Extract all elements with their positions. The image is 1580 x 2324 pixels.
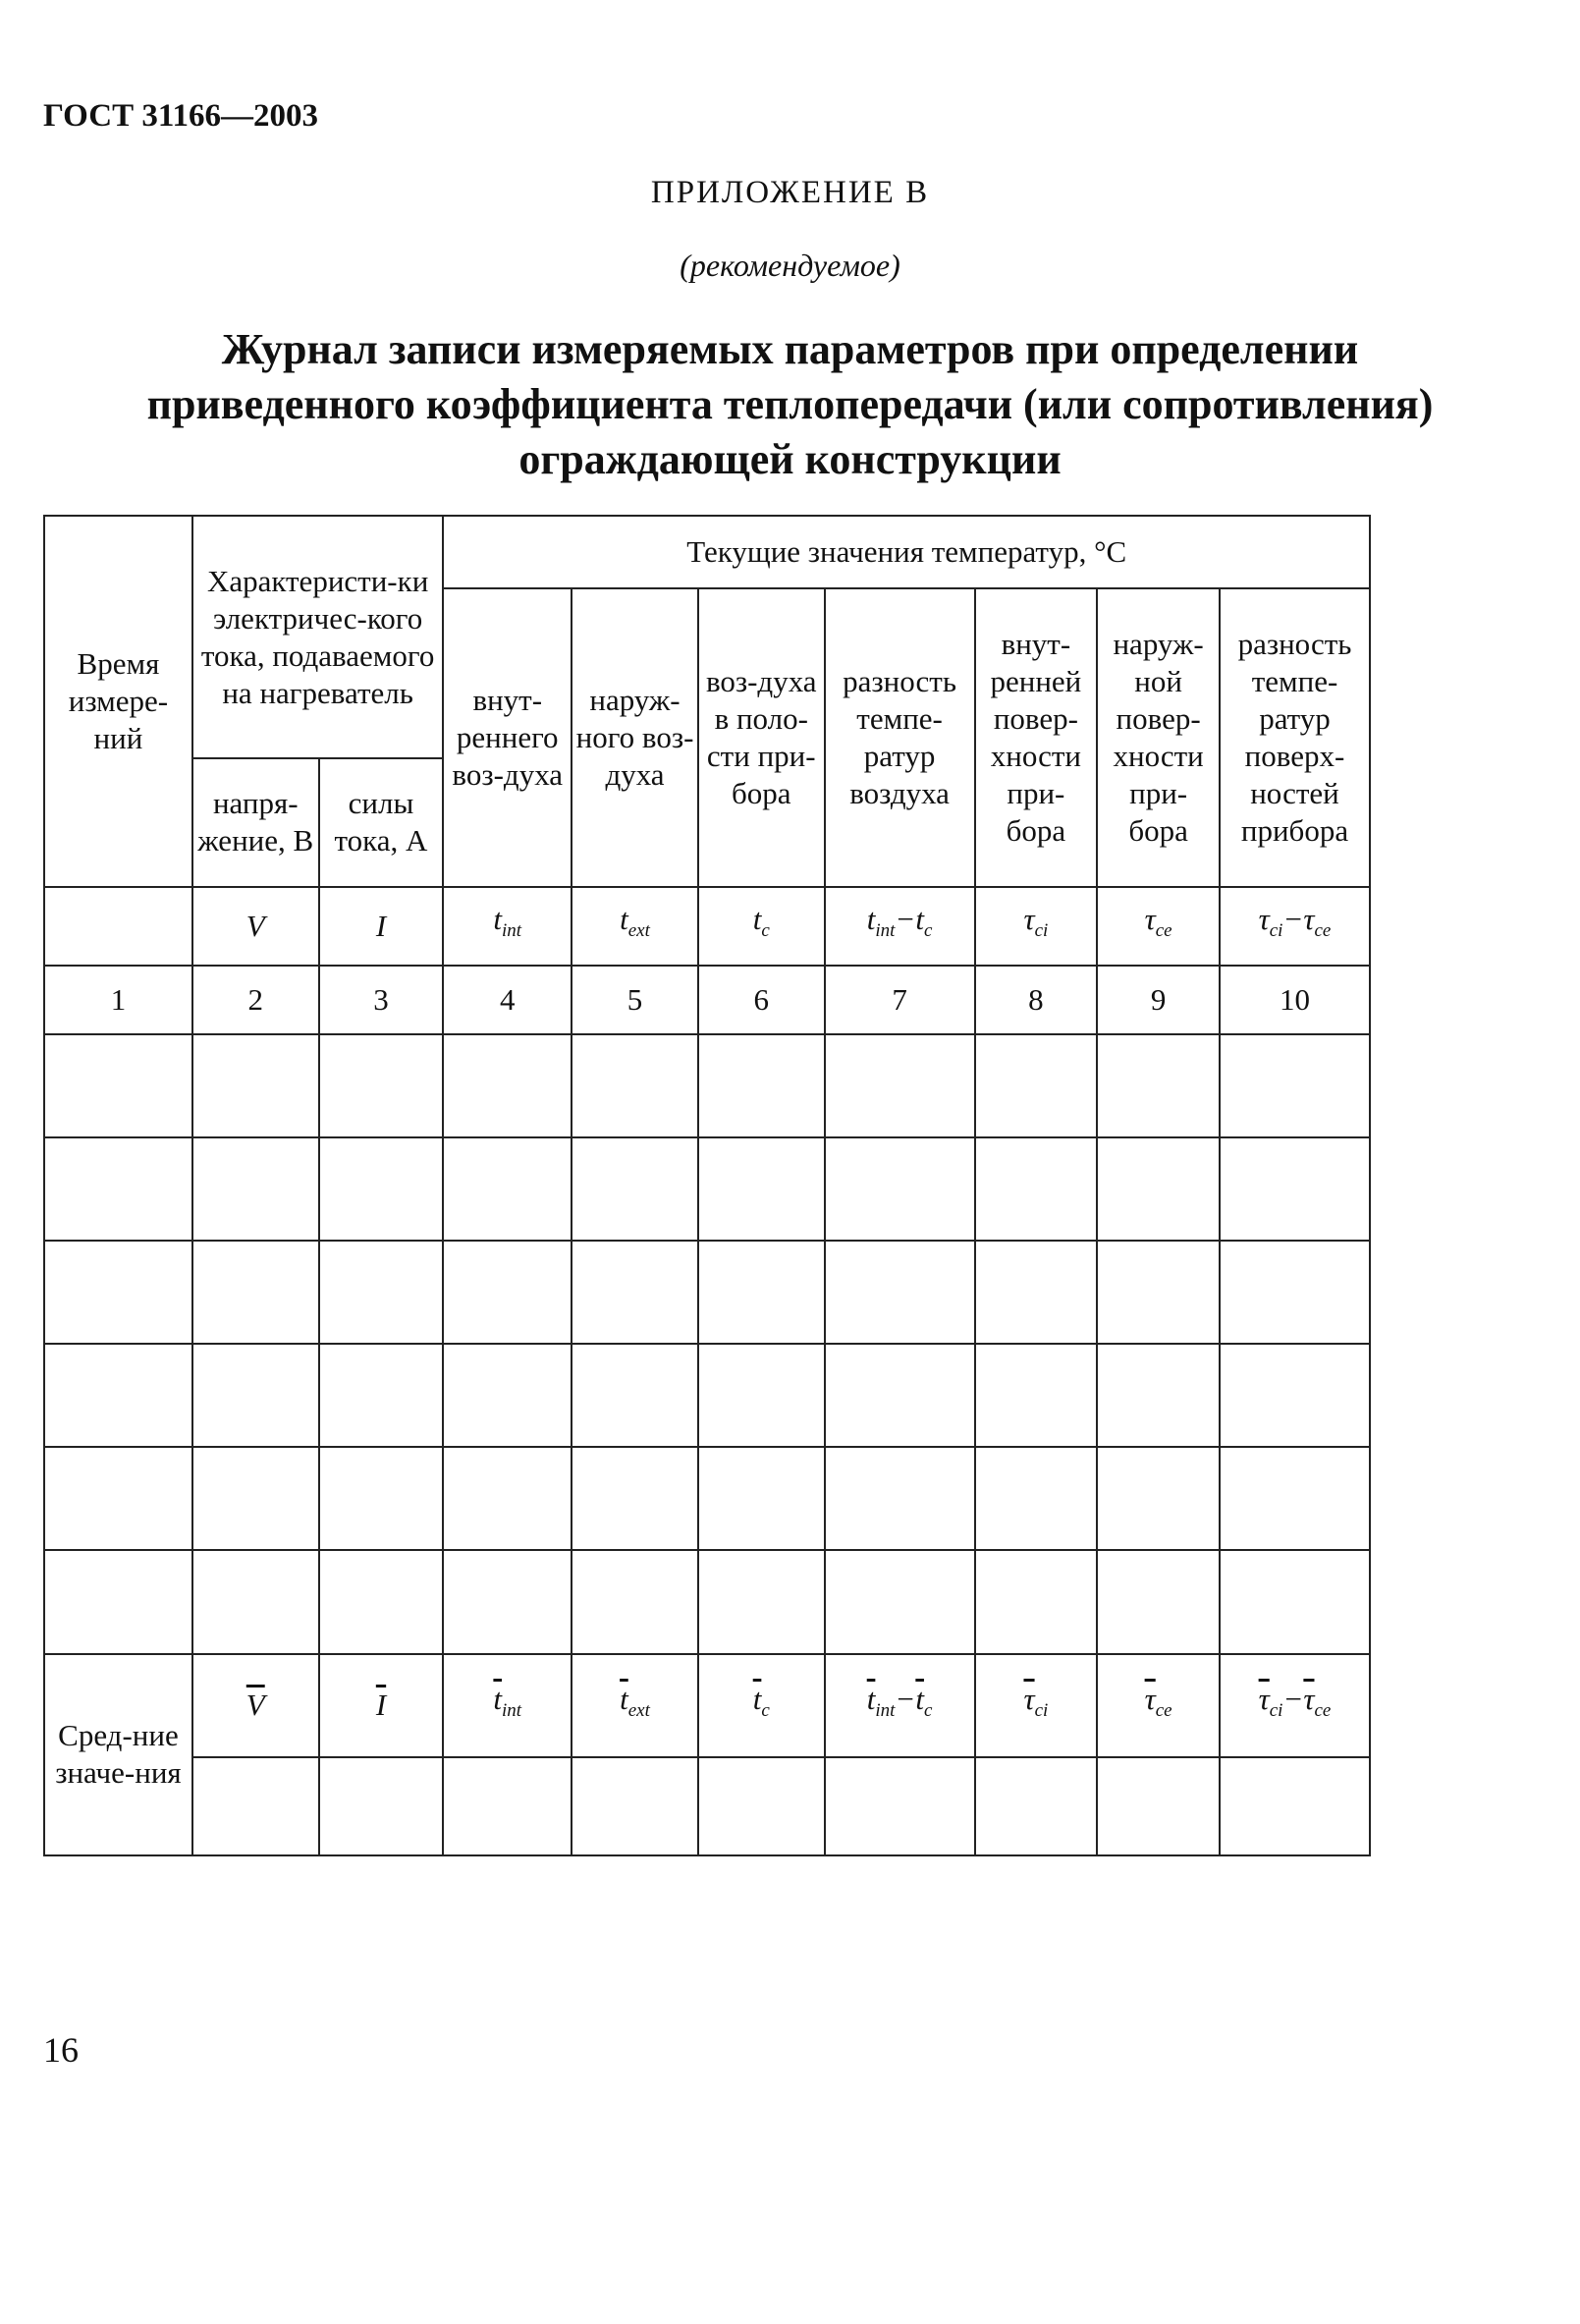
symbol-subscript: c	[761, 920, 770, 942]
document-title	[0, 322, 1580, 487]
column-header-text: разность темпе-ратур воздуха	[843, 663, 956, 810]
symbol: $\overline{V}$	[245, 1688, 265, 1723]
symbol-cell	[572, 887, 698, 966]
average-symbol-cell	[192, 1654, 319, 1757]
average-label: Сред-ние значе-ния	[55, 1718, 182, 1791]
symbol: $\overline{\tau}$	[1023, 1682, 1035, 1717]
empty-data-row	[44, 1447, 1370, 1550]
symbol: V	[245, 908, 265, 943]
average-symbol-cell	[443, 1654, 572, 1757]
symbol-subscript: ce	[1155, 920, 1172, 942]
symbol-subscript: c	[923, 920, 933, 942]
empty-data-row	[44, 1344, 1370, 1447]
symbol-subscript: ce	[1155, 1700, 1172, 1722]
symbol: I	[375, 908, 387, 943]
symbol: $\overline{t}$	[752, 1682, 762, 1717]
title-line: приведенного коэффициента теплопередачи (или сопротивления)	[146, 380, 1434, 428]
symbol: $\overline{t}$	[866, 1682, 876, 1717]
symbol-cell	[1097, 887, 1220, 966]
column-header-text: разность темпе-ратур поверх-ностей прибора	[1237, 626, 1352, 848]
average-symbol-cell	[572, 1654, 698, 1757]
symbol: t	[915, 902, 924, 937]
symbol-cell	[319, 887, 444, 966]
column-number: 4	[443, 966, 572, 1034]
measurement-journal-table	[43, 515, 1371, 1856]
column-header	[192, 758, 319, 886]
column-header-text: внут-ренней повер-хности при-бора	[990, 626, 1082, 848]
column-header-text: напря-жение, В	[197, 786, 314, 858]
empty-data-row	[44, 1137, 1370, 1241]
time-header-text: Время измере-ний	[68, 645, 169, 755]
column-number: 10	[1220, 966, 1370, 1034]
appendix-label: ПРИЛОЖЕНИЕ В	[650, 175, 930, 210]
column-number: 5	[572, 966, 698, 1034]
column-numbers-row	[44, 966, 1370, 1034]
column-number: 2	[192, 966, 319, 1034]
time-column-header	[44, 516, 192, 887]
average-symbols-row	[44, 1654, 1370, 1757]
average-label-cell	[44, 1654, 192, 1855]
column-header-text: силы тока, А	[334, 786, 428, 858]
average-symbol-cell	[698, 1654, 825, 1757]
column-header-text: воз-духа в поло-сти при-бора	[705, 663, 817, 810]
symbol-subscript: ci	[1269, 920, 1283, 942]
symbol: τ	[1144, 902, 1156, 937]
page-number: 16	[43, 2030, 79, 2070]
symbol-cell	[698, 887, 825, 966]
electric-current-group-header	[192, 516, 443, 758]
symbol-subscript: int	[502, 1700, 522, 1722]
empty-data-row	[44, 1550, 1370, 1653]
empty-data-row	[44, 1034, 1370, 1137]
symbol-subscript: int	[875, 1700, 896, 1722]
column-header-text: наруж-ного воз-духа	[575, 682, 694, 792]
symbol: τ	[1023, 902, 1035, 937]
column-header	[1097, 588, 1220, 886]
symbol-cell: $t_{int}-t_c$	[825, 887, 975, 966]
symbol-subscript: int	[875, 920, 896, 942]
column-number: 7	[825, 966, 975, 1034]
symbol: t	[752, 902, 762, 937]
column-number: 1	[44, 966, 192, 1034]
symbol-subscript: ce	[1314, 1700, 1332, 1722]
symbol-cell	[975, 887, 1098, 966]
symbol-subscript: c	[923, 1700, 933, 1722]
symbol: t	[493, 902, 503, 937]
symbol-subscript: ci	[1269, 1700, 1283, 1722]
symbol: $\overline{\tau}$	[1258, 1682, 1270, 1717]
symbol-cell-empty	[44, 887, 192, 966]
column-header-text: внут-реннего воз-духа	[452, 682, 564, 792]
symbol-subscript: int	[502, 920, 522, 942]
title-line: ограждающей конструкции	[518, 435, 1062, 483]
appendix-status: (рекомендуемое)	[680, 248, 900, 283]
column-header-text: наруж-ной повер-хности при-бора	[1113, 626, 1204, 848]
empty-data-row	[44, 1241, 1370, 1344]
average-symbol-cell: $\overline{t}_{int}-\overline{t}_c$	[825, 1654, 975, 1757]
column-number: 6	[698, 966, 825, 1034]
symbol: t	[620, 902, 628, 937]
symbol: $\overline{\tau}$	[1303, 1682, 1315, 1717]
column-header	[825, 588, 975, 886]
standard-code: ГОСТ 31166—2003	[43, 98, 319, 134]
symbol-subscript: ext	[627, 920, 650, 942]
average-symbol-cell: $\overline{\tau}_{ci}-\overline{\tau}_{ce}$	[1220, 1654, 1370, 1757]
symbol: τ	[1303, 902, 1315, 937]
column-header	[1220, 588, 1370, 886]
symbol: $\overline{t}$	[915, 1682, 924, 1717]
column-header	[572, 588, 698, 886]
symbol-subscript: ci	[1034, 920, 1049, 942]
column-number: 3	[319, 966, 444, 1034]
symbol-subscript: c	[761, 1700, 770, 1722]
electric-group-text: Характеристи-ки электричес-кого тока, подаваемого на нагреватель	[200, 563, 435, 710]
symbol-subscript: ci	[1034, 1700, 1049, 1722]
average-values-row	[44, 1757, 1370, 1855]
symbol: $\overline{\tau}$	[1144, 1682, 1156, 1717]
symbol: τ	[1258, 902, 1270, 937]
symbol: t	[866, 902, 876, 937]
column-number: 9	[1097, 966, 1220, 1034]
symbol: $\overline{t}$	[493, 1682, 503, 1717]
column-header	[443, 588, 572, 886]
average-symbol-cell	[975, 1654, 1098, 1757]
average-symbol-cell	[1097, 1654, 1220, 1757]
symbols-row	[44, 887, 1370, 966]
temperature-group-header	[443, 516, 1370, 588]
temperature-group-text: Текущие значения температур, °С	[686, 534, 1127, 570]
column-header	[698, 588, 825, 886]
symbol-cell	[443, 887, 572, 966]
symbol-cell: $\tau_{ci}-\tau_{ce}$	[1220, 887, 1370, 966]
symbol: $\overline{I}$	[375, 1688, 387, 1723]
symbol-subscript: ext	[627, 1700, 650, 1722]
symbol-subscript: ce	[1314, 920, 1332, 942]
average-symbol-cell	[319, 1654, 444, 1757]
symbol: $\overline{t}$	[620, 1682, 628, 1717]
column-header	[319, 758, 444, 886]
column-header	[975, 588, 1098, 886]
column-number: 8	[975, 966, 1098, 1034]
symbol-cell	[192, 887, 319, 966]
title-line: Журнал записи измеряемых параметров при определении	[221, 325, 1359, 373]
